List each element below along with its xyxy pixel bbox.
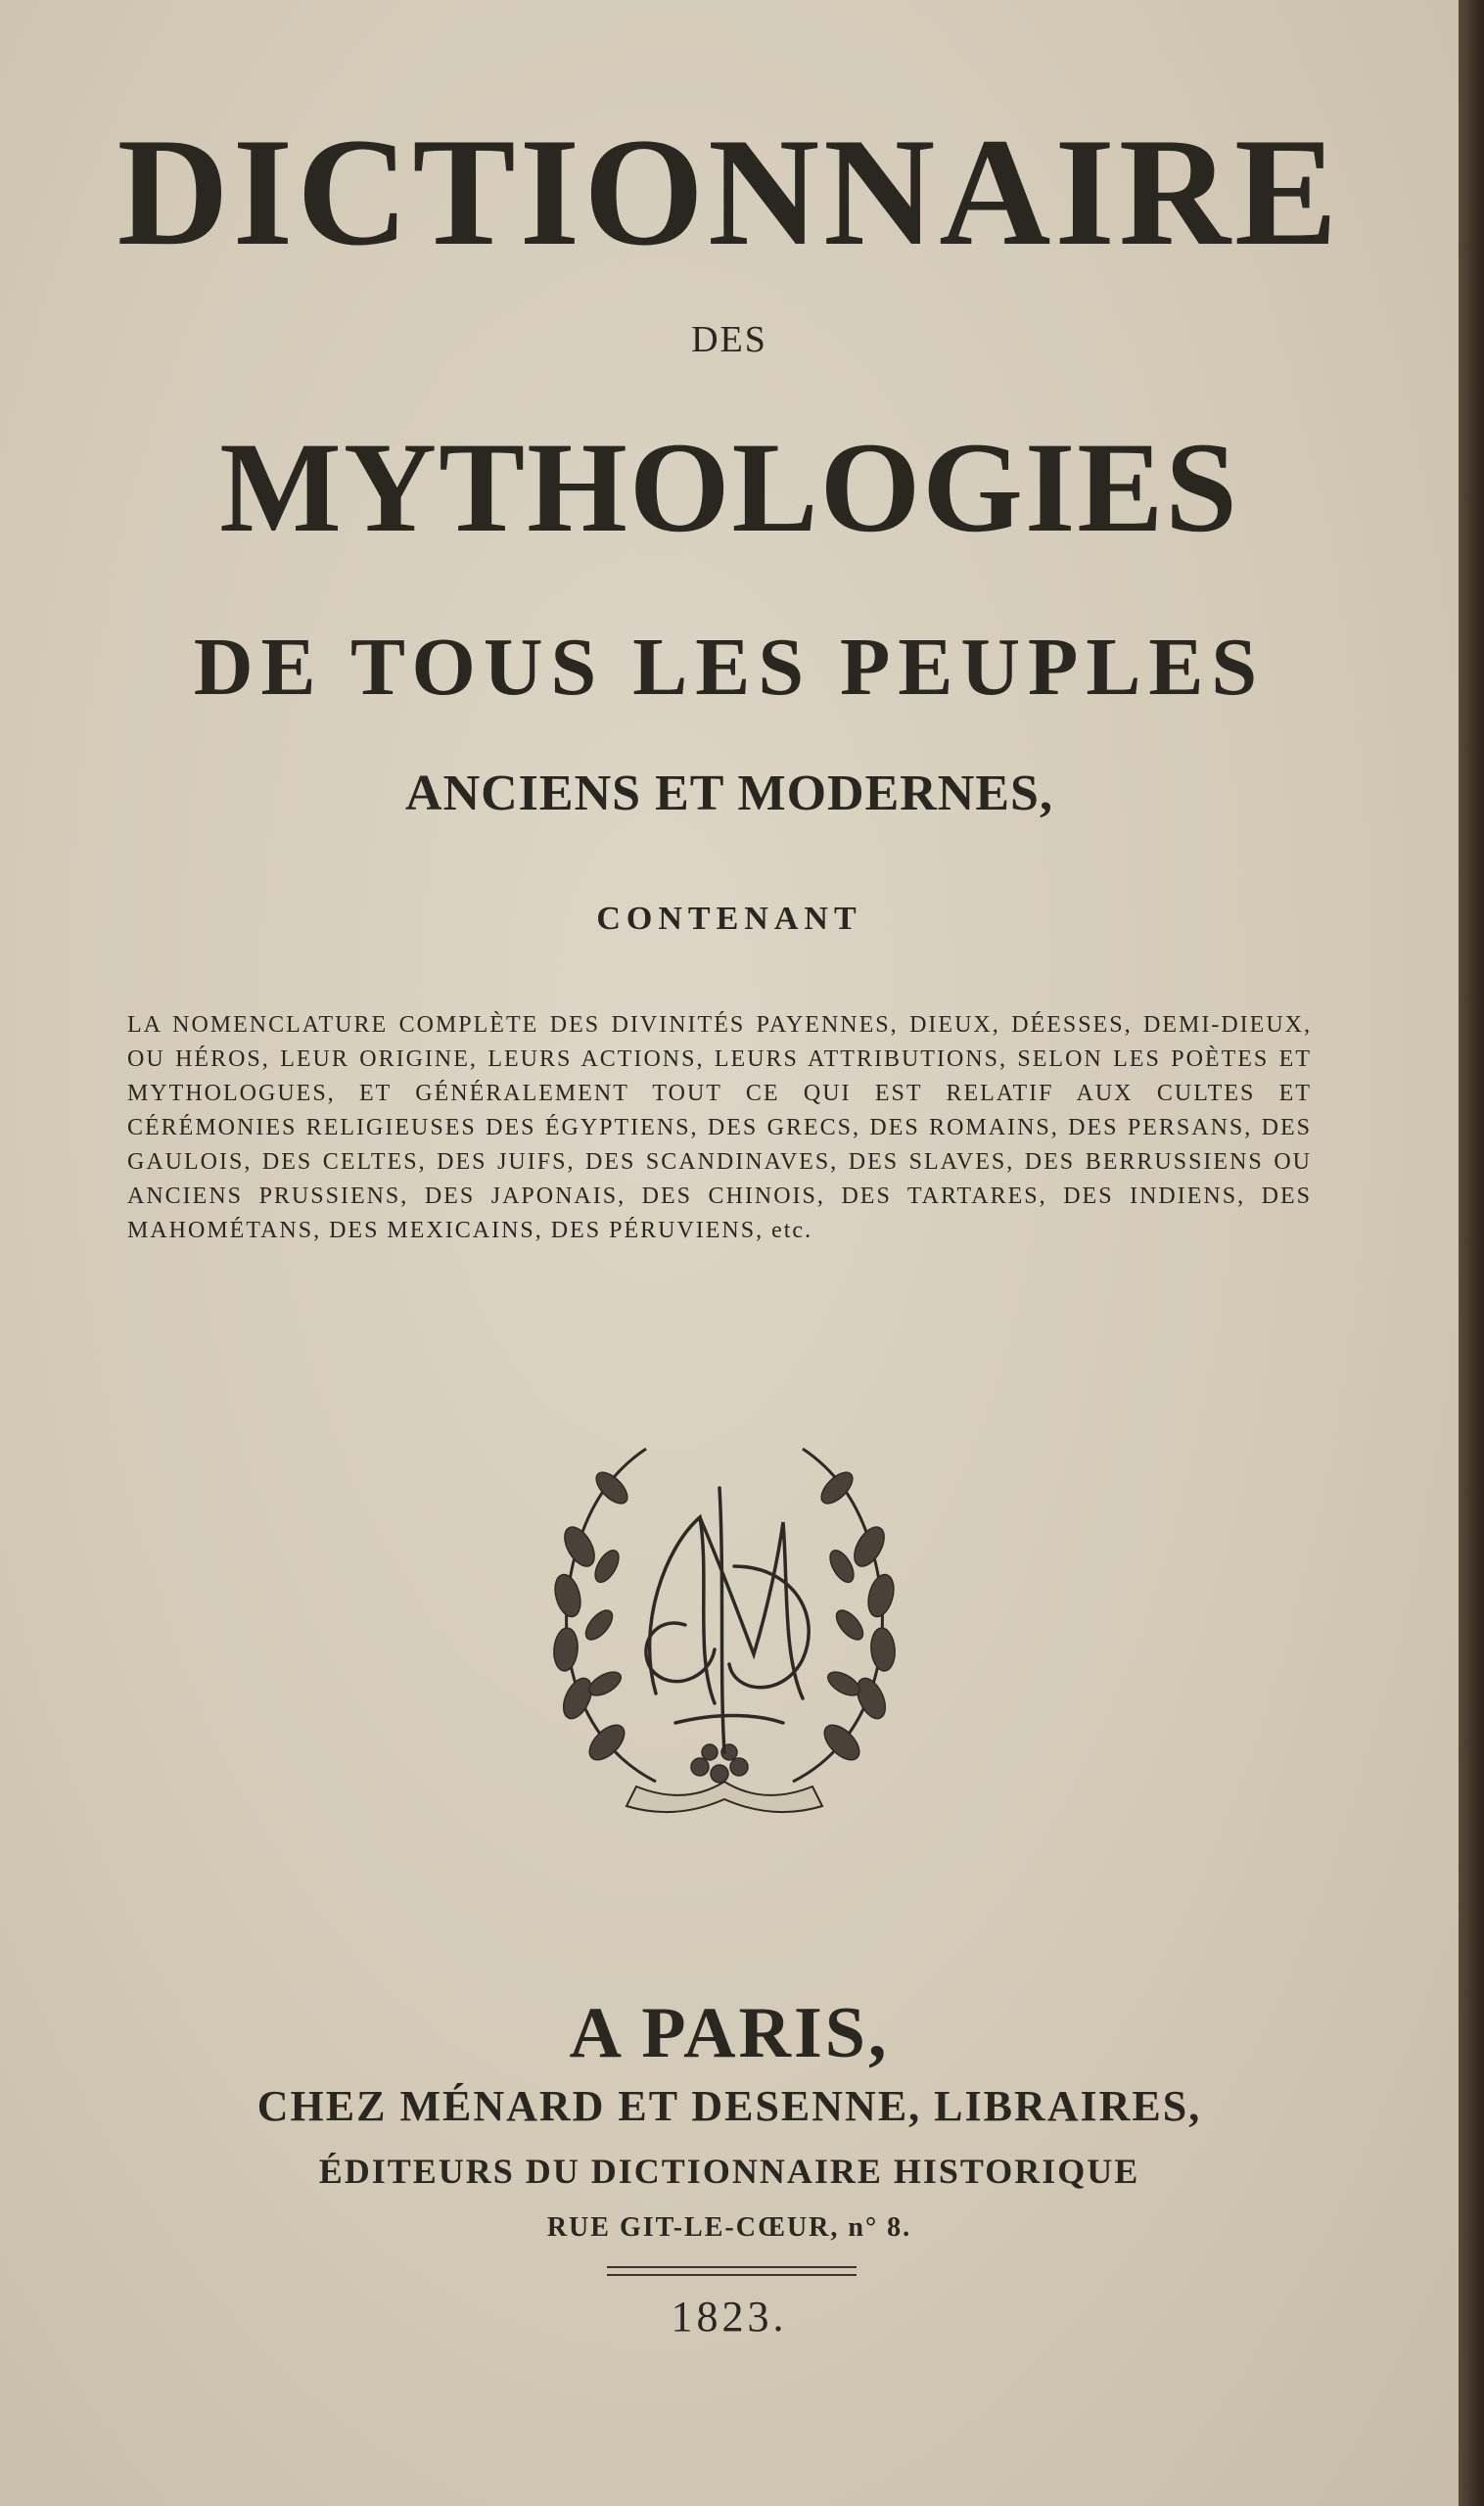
title-mythologies: MYTHOLOGIES (219, 415, 1239, 559)
contenant-heading: CONTENANT (596, 901, 862, 937)
title-anciens-et-modernes: ANCIENS ET MODERNES, (405, 766, 1053, 821)
book-spine-edge (1459, 0, 1484, 2506)
divider-rule (607, 2266, 857, 2276)
imprint-address: RUE GIT-LE-CŒUR, n° 8. (546, 2212, 912, 2243)
title-des: DES (691, 319, 767, 360)
monogram-wreath-icon (538, 1429, 910, 1821)
title-dictionnaire: DICTIONNAIRE (116, 107, 1342, 278)
imprint-editors: ÉDITEURS DU DICTIONNAIRE HISTORIQUE (318, 2152, 1140, 2191)
publication-year: 1823. (671, 2293, 788, 2341)
title-de-tous-les-peuples: DE TOUS LES PEUPLES (193, 622, 1266, 713)
imprint-city: A PARIS, (569, 1993, 890, 2073)
imprint-publisher: CHEZ MÉNARD ET DESENNE, LIBRAIRES, (256, 2082, 1202, 2130)
description-paragraph: LA NOMENCLATURE COMPLÈTE DES DIVINITÉS PAYENNES, DIEUX, DÉESSES, DEMI-DIEUX, OU HÉROS, LEUR ORIGINE, LEURS ACTIONS, LEURS ATTRIBUTIONS, SELON LES POÈTES ET MYTHOLOGUES, ET GÉNÉRALEMENT TOUT CE QUI EST RELATIF AUX CULTES ET CÉRÉMONIES RELIGIEUSES DES ÉGYPTIENS, DES GRECS, DES ROMAINS, DES PERSANS, DES GAULOIS, DES CELTES, DES JUIFS, DES SCANDINAVES, DES SLAVES, DES BERRUSSIENS OU ANCIENS PRUSSIENS, DES JAPONAIS, DES CHINOIS, DES TARTARES, DES INDIENS, DES MAHOMÉTANS, DES MEXICAINS, DES PÉRUVIENS, etc. (127, 1012, 1312, 1243)
